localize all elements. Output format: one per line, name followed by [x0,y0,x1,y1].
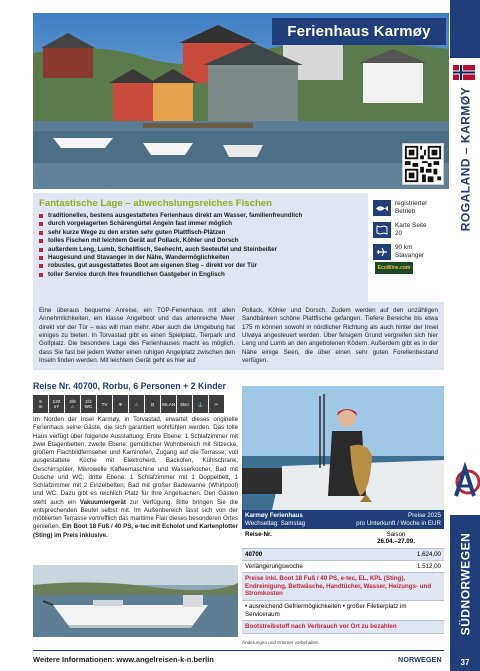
footer-website[interactable]: Weitere Informationen: www.angelreisen-k-n.berlin [33,655,214,664]
registered-info [373,200,453,216]
fish-icon [373,200,391,216]
norway-flag-icon [453,65,475,80]
feature-item: tolles Fischen mit leichtem Gerät auf Pollack, Köhler und Dorsch [39,237,362,245]
shop-distance-icon: 3km [177,395,192,413]
price-table-header: Karmøy Ferienhaus Wechseltag: Samstag Preise 2025 pro Unterkunft / Woche in EUR [242,510,444,529]
price-fuel-note: Bootstreibstoff nach Verbrauch vor Ort zu bezahlen [242,621,444,634]
area-icon: 120 m² [49,395,64,413]
feature-item: durch vorgelagerten Schärengürtel Angeln fast immer möglich [39,220,362,228]
price-inclusions: Preise inkl. Boot 18 Fuß / 40 PS, e-tec, EL, KPL (Sting), Endreinigung, Bettwäsche, Handtücher, Wasser, Heizungs- und Stromkosten [242,573,444,601]
reise-description: Im Norden der Insel Karmøy, in Torvastad, erwartet dieses originelle Ferienhaus seine Gäste, die sich garantiert wohlfühlen werden. Das tolle Haus verfügt über folgende Ausstattung: Erste Ebene: 1 Schlafzimmer mit zwei Etagenbetten; zweite Ebene: gemütlicher Wohnbereich mit Sitzecke, großem Flachbildfernseher und Kaminofen, Zugang auf die Terrasse; voll ausgestattete Küche mit Elektroherd, Backofen, Kühlschrank, Geschirrspüler, Mikrowelle Kaffeemaschine und Wasserkocher, Bad mit Dusche und WC; dritte Ebene: 1 Schlafzimmer mit 1 Doppelbett, 1 Schlafzimmer mit 2 Einzelbetten; Bad mit großer Badewanne (Whirlpool) und WC. Dazu gibt es reichlich Platz für Ihre Angelsachen. Den Gästen steht auch ein Vakuumiergerät zur Verfügung. Bitte bringen Sie die entsprechenden Beutel selbst mit. Im Außenbereich lässt sich von der möblierten Terrasse vortrefflich das maritime Flair dieses besonderen Ortes genießen. Ein Boot 18 Fuß / 40 PS, e-tec mit Echolot und Kartenplotter (Sting) im Preis inklusive. [33,416,238,539]
qr-code-icon [402,143,444,185]
map-icon [373,222,391,238]
price-table [242,510,444,634]
sidebar-region-label: ROGALAND – KARMØY [458,86,473,232]
feature-item: toller Service durch Ihre freundlichen Gastgeber in Englisch [39,271,362,279]
page-number: 37 [450,653,480,671]
sidebar-country-label: SÜDNORWEGEN [450,515,480,653]
map-info [373,222,453,238]
footer-section: NORWEGEN [398,655,442,664]
rooms-icon: 3/8 ⌂ [65,395,80,413]
distance-info [373,244,453,260]
boat-photo [33,565,238,637]
reise-title: Reise Nr. 40700, Rorbu, 6 Personen + 2 Kinder [33,381,226,391]
washer-icon: ⊡ [145,395,160,413]
page-title: Ferienhaus Karmøy [272,18,446,45]
disclaimer: Änderungen und Irrtümer vorbehalten. [242,640,320,645]
angler-photo [242,386,444,510]
distance-water-icon: 5 m [33,395,48,413]
feature-item: sehr kurze Wege zu den ersten sehr guten Plattfisch-Plätzen [39,229,362,237]
distance-label: 90 km Stavanger [395,244,425,259]
feature-item: robustes, gut ausgestattetes Boot am eigenen Steg – direkt vor der Tür [39,262,362,270]
features-box [33,193,368,302]
features-list [39,212,362,279]
brand-logo-icon [448,462,480,502]
house-icon: ⌂ [129,395,144,413]
intro-text [33,302,444,370]
feature-item: Haugesund und Stavanger in der Nähe, Wandermöglichkeiten [39,254,362,262]
price-extras: • ausreichend Gefriermöglichkeiten • großer Filetierplatz im Serviceraum [242,601,444,621]
map-label: Karte Seite 20 [395,222,427,237]
table-row: 40700 1.624,00 [242,549,444,561]
table-row: Verlängerungswoche 1.512,00 [242,561,444,573]
registered-label: registrierter Betrieb [395,200,428,215]
price-table-columns: Reise-Nr. Saison 26.04.–27.09. [242,529,444,549]
partner-badge: EcoWine.com [375,262,413,274]
amenity-icons [33,395,224,413]
freezer-icon: ❄ [113,395,128,413]
intro-col-1: Eine überaus bequeme Anreise, ein TOP-Ferienhaus mit allen Annehmlichkeiten, ein klasse Angelboot und das artenreiche Meer direkt vor der Tür – was will man mehr. Aber auch die Umgebung hat einiges zu bieten. In Torvastad gibt es einen Spielplatz, Tierpark und Golfplatz. Die besondere Lage des Ferienhauses macht es möglich, dass Sie fast bei jedem Wetter einen ruhigen Angelplatz zwischen den Inseln finden werden. Mit leichtem Gerät geht es hier auf [39,307,235,365]
tv-icon: TV [97,395,112,413]
wlan-icon: WLAN [161,395,176,413]
plane-icon [373,244,391,260]
bathroom-icon: 2/2 WC [81,395,96,413]
anchor-icon: ⚓ [193,395,208,413]
filleting-icon: ✂ [209,395,224,413]
feature-item: außerdem Leng, Lumb, Schellfisch, Seehecht, auch Seeteufel und Steinbeißer [39,246,362,254]
footer-divider [33,650,444,651]
sidebar-top-bar [450,0,480,58]
intro-col-2: Pollack, Köhler und Dorsch. Zudem werden auf den unzähligen Sandbänken schöne Plattfische gefangen. Tiefere Bereiche bis etwa 175 m können sowohl in nördlicher Richtung als auch hinter der Insel Ulvøya angesteuert werden. Über felsigem Grund vergreifen sich hier Leng und Lumb an den angebotenen Ködern. Außerdem gibt es in der Nähe einige Seen, die über einen sehr guten Forellenbestand verfügen. [242,307,438,365]
feature-item: traditionelles, bestens ausgestattetes Ferienhaus direkt am Wasser, familienfreundlich [39,212,362,220]
features-heading: Fantastische Lage – abwechslungsreiches Fischen [39,198,272,209]
